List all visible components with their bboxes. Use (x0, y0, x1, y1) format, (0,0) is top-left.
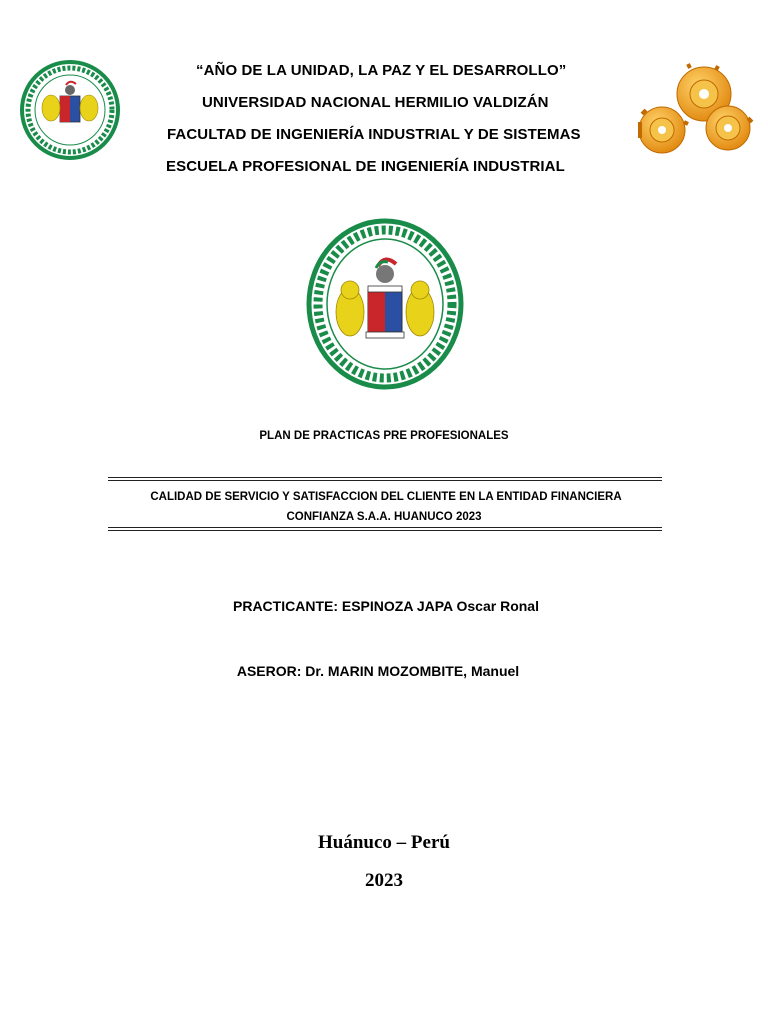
footer-year: 2023 (365, 870, 403, 891)
footer-city: Huánuco – Perú (318, 832, 450, 853)
header-faculty: FACULTAD DE INGENIERÍA INDUSTRIAL Y DE SISTEMAS (167, 126, 581, 143)
header-university: UNIVERSIDAD NACIONAL HERMILIO VALDIZÁN (202, 94, 549, 111)
university-seal-left-logo (20, 60, 120, 160)
title-bottom-rule (108, 527, 662, 528)
title-bottom-rule (108, 530, 662, 531)
document-title-line2: CONFIANZA S.A.A. HUANUCO 2023 (286, 511, 482, 523)
advisor-name: ASEROR: Dr. MARIN MOZOMBITE, Manuel (236, 663, 520, 679)
header-motto: “AÑO DE LA UNIDAD, LA PAZ Y EL DESARROLLO” (196, 62, 567, 79)
title-top-rule (108, 477, 662, 478)
header-school: ESCUELA PROFESIONAL DE INGENIERÍA INDUSTRIAL (166, 158, 565, 175)
intern-name: PRACTICANTE: ESPINOZA JAPA Oscar Ronal (233, 598, 539, 614)
university-seal-center-logo (306, 218, 464, 390)
document-type-label: PLAN DE PRACTICAS PRE PROFESIONALES (259, 430, 509, 442)
title-top-rule (108, 480, 662, 481)
document-title-line1: CALIDAD DE SERVICIO Y SATISFACCION DEL CLIENTE EN LA ENTIDAD FINANCIERA (150, 491, 622, 503)
